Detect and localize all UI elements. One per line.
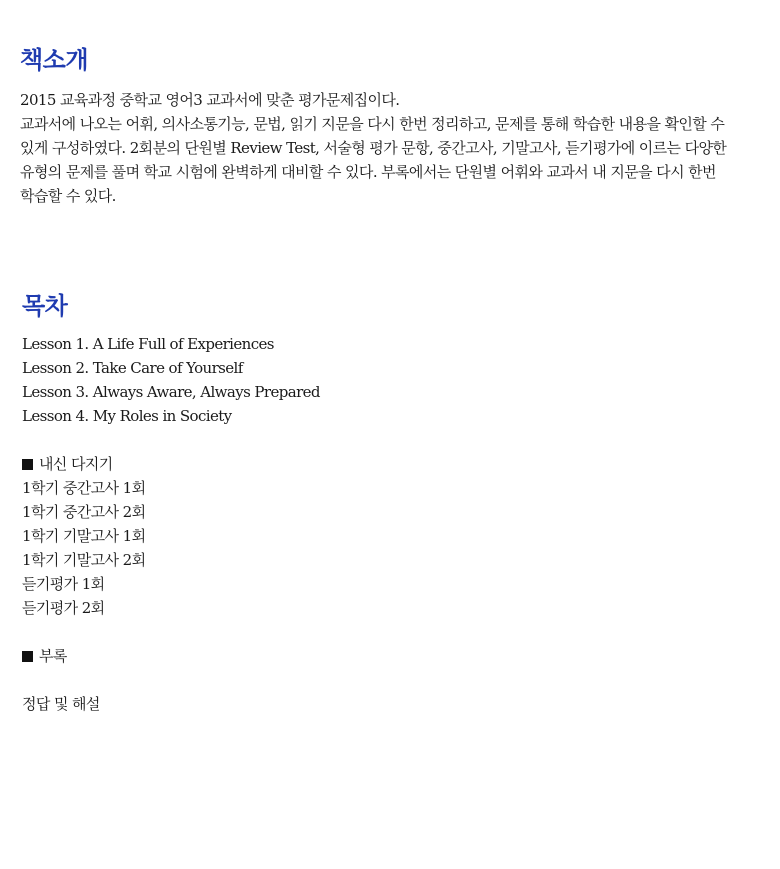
spacer <box>22 428 767 452</box>
toc-answers-item: 정답 및 해설 <box>22 695 100 713</box>
table-of-contents-section <box>22 290 767 716</box>
black-square-icon <box>22 459 33 470</box>
book-intro-body <box>20 88 765 208</box>
toc-heading: 목차 <box>22 292 68 320</box>
toc-lesson-item: Lesson 2. Take Care of Yourself <box>22 359 243 377</box>
toc-exam-item: 듣기평가 1회 <box>22 575 105 593</box>
book-intro-line: 학습할 수 있다. <box>20 187 116 205</box>
toc-exam-item: 1학기 기말고사 2회 <box>22 551 146 569</box>
appendix-section-title <box>22 644 767 668</box>
exam-section-title <box>22 452 767 476</box>
toc-lesson-item: Lesson 3. Always Aware, Always Prepared <box>22 383 320 401</box>
exam-section-title-text: 내신 다지기 <box>39 455 113 473</box>
toc-exam-item: 1학기 중간고사 2회 <box>22 503 146 521</box>
book-intro-section <box>20 44 765 208</box>
toc-exam-item: 듣기평가 2회 <box>22 599 105 617</box>
spacer <box>22 620 767 644</box>
book-intro-line: 2015 교육과정 중학교 영어3 교과서에 맞춘 평가문제집이다. <box>20 91 400 109</box>
spacer <box>22 668 767 692</box>
book-intro-line: 있게 구성하였다. 2회분의 단원별 Review Test, 서술형 평가 문항, 중간고사, 기말고사, 듣기평가에 이르는 다양한 <box>20 139 727 157</box>
exam-list <box>22 476 767 620</box>
book-intro-heading: 책소개 <box>20 46 89 74</box>
lesson-list <box>22 332 767 428</box>
book-intro-line: 유형의 문제를 풀며 학교 시험에 완벽하게 대비할 수 있다. 부록에서는 단원별 어휘와 교과서 내 지문을 다시 한번 <box>20 163 716 181</box>
black-square-icon <box>22 651 33 662</box>
toc-lesson-item: Lesson 1. A Life Full of Experiences <box>22 335 274 353</box>
toc-exam-item: 1학기 중간고사 1회 <box>22 479 146 497</box>
toc-lesson-item: Lesson 4. My Roles in Society <box>22 407 232 425</box>
book-intro-line: 교과서에 나오는 어휘, 의사소통기능, 문법, 읽기 지문을 다시 한번 정리하고, 문제를 통해 학습한 내용을 확인할 수 <box>20 115 725 133</box>
toc-exam-item: 1학기 기말고사 1회 <box>22 527 146 545</box>
appendix-section-title-text: 부록 <box>39 647 67 665</box>
